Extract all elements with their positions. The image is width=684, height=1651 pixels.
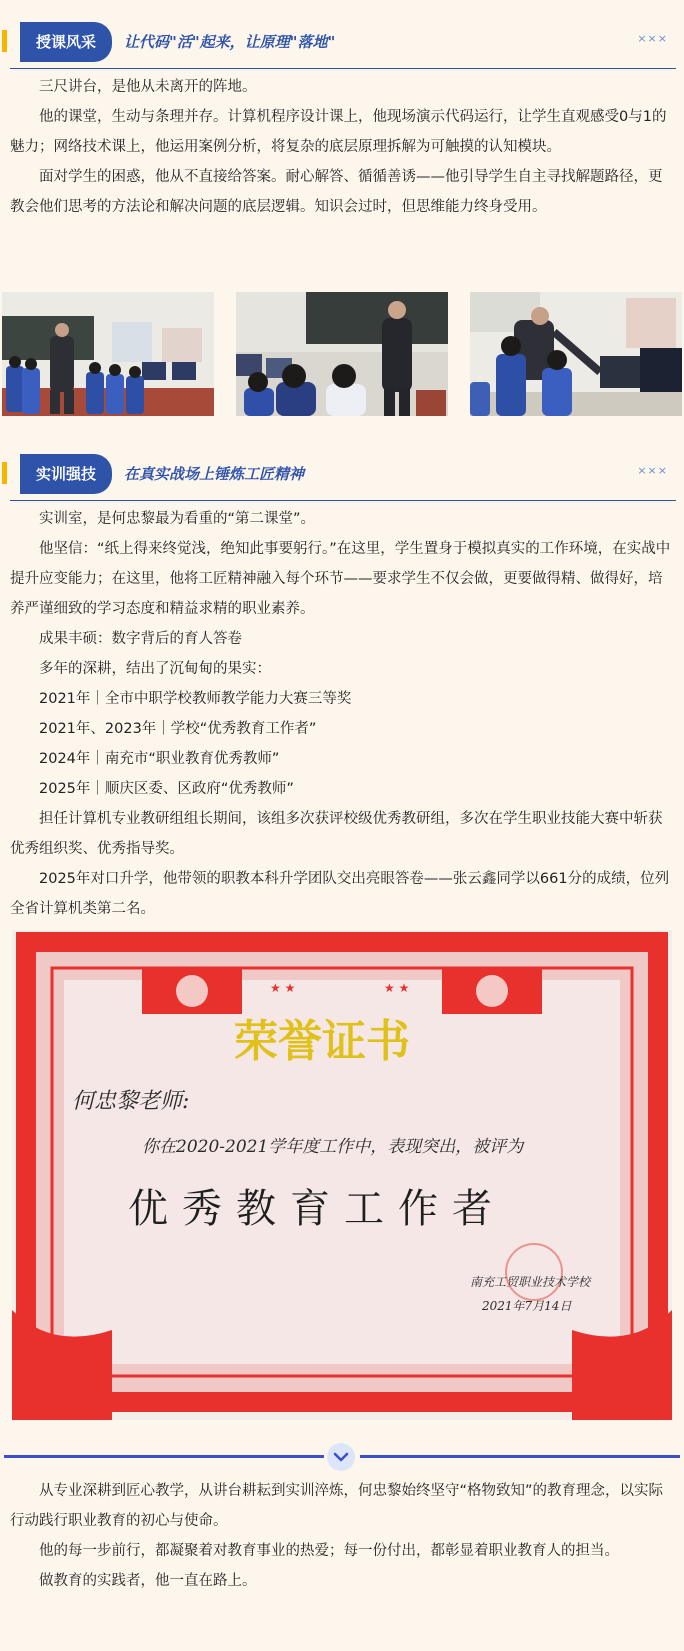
classroom-photo-2 — [236, 292, 448, 416]
svg-text:★ ★: ★ ★ — [270, 981, 296, 995]
section2-body — [10, 504, 674, 924]
section-subtitle: 让代码"活"起来，让原理"落地" — [124, 33, 336, 51]
decorative-cross-icon: ××× — [637, 464, 668, 477]
classroom-photo-3 — [470, 292, 682, 416]
paragraph: 做教育的实践者，他一直在路上。 — [39, 1573, 257, 1589]
certificate-award: 优秀教育工作者 — [128, 1186, 506, 1232]
paragraph: 三尺讲台，是他从未离开的阵地。 — [39, 79, 257, 95]
accent-bar — [2, 30, 7, 52]
paragraph: 2025年对口升学，他带领的职教本科升学团队交出亮眼答卷——张云鑫同学以661分的成绩，位列全省计算机类第二名。 — [10, 871, 670, 917]
svg-text:★ ★: ★ ★ — [384, 981, 410, 995]
certificate-issuer: 南充工贸职业技术学校 — [470, 1275, 591, 1289]
chevron-down-icon — [333, 1449, 349, 1465]
award-item: 2024年｜南充市“职业教育优秀教师” — [39, 751, 280, 767]
section-header-teaching — [0, 18, 684, 74]
divider-line-right — [360, 1455, 680, 1458]
section-label: 授课风采 — [20, 22, 112, 62]
closing-body — [10, 1476, 674, 1596]
paragraph: 担任计算机专业教研组组长期间，该组多次获评校级优秀教研组，多次在学生职业技能大赛中斩获优秀组织奖、优秀指导奖。 — [10, 811, 663, 857]
honor-certificate-photo — [12, 930, 672, 1420]
classroom-photo-row — [0, 292, 684, 416]
certificate-title: 荣誉证书 — [234, 1016, 410, 1067]
award-item: 2025年｜顺庆区委、区政府“优秀教师” — [39, 781, 294, 797]
divider-line-left — [4, 1455, 324, 1458]
paragraph: 实训室，是何忠黎最为看重的“第二课堂”。 — [39, 511, 316, 527]
certificate-recipient: 何忠黎老师: — [72, 1089, 190, 1114]
section1-body — [10, 72, 674, 222]
section-divider — [0, 1440, 684, 1480]
classroom-photo-1 — [2, 292, 214, 416]
certificate-line: 你在2020-2021学年度工作中，表现突出，被评为 — [142, 1137, 524, 1157]
paragraph: 他坚信：“纸上得来终觉浅，绝知此事要躬行。”在这里，学生置身于模拟真实的工作环境，在实战中提升应变能力；在这里，他将工匠精神融入每个环节——要求学生不仅会做，更要做得精、做得好，培养严谨细致的学习态度和精益求精的职业素养。 — [10, 541, 671, 617]
paragraph: 多年的深耕，结出了沉甸甸的果实： — [39, 661, 271, 677]
paragraph: 成果丰硕：数字背后的育人答卷 — [39, 631, 242, 647]
paragraph: 他的课堂，生动与条理并存。计算机程序设计课上，他现场演示代码运行，让学生直观感受0与1的魅力；网络技术课上，他运用案例分析，将复杂的底层原理拆解为可触摸的认知模块。 — [10, 109, 667, 155]
award-item: 2021年、2023年｜学校“优秀教育工作者” — [39, 721, 317, 737]
paragraph: 他的每一步前行，都凝聚着对教育事业的热爱；每一份付出，都彰显着职业教育人的担当。 — [39, 1543, 619, 1559]
section-label: 实训强技 — [20, 454, 112, 494]
paragraph: 从专业深耕到匠心教学，从讲台耕耘到实训淬炼，何忠黎始终坚守“格物致知”的教育理念，以实际行动践行职业教育的初心与使命。 — [10, 1483, 664, 1529]
paragraph: 面对学生的困惑，他从不直接给答案。耐心解答、循循善诱——他引导学生自主寻找解题路径，更教会他们思考的方法论和解决问题的底层逻辑。知识会过时，但思维能力终身受用。 — [10, 169, 663, 215]
section-rule — [10, 500, 676, 501]
section-header-training — [0, 450, 684, 506]
award-item: 2021年｜全市中职学校教师教学能力大赛三等奖 — [39, 691, 352, 707]
section-rule — [10, 68, 676, 69]
decorative-cross-icon: ××× — [637, 32, 668, 45]
section-subtitle: 在真实战场上锤炼工匠精神 — [124, 465, 305, 483]
accent-bar — [2, 462, 7, 484]
certificate-date: 2021年7月14日 — [482, 1299, 572, 1313]
